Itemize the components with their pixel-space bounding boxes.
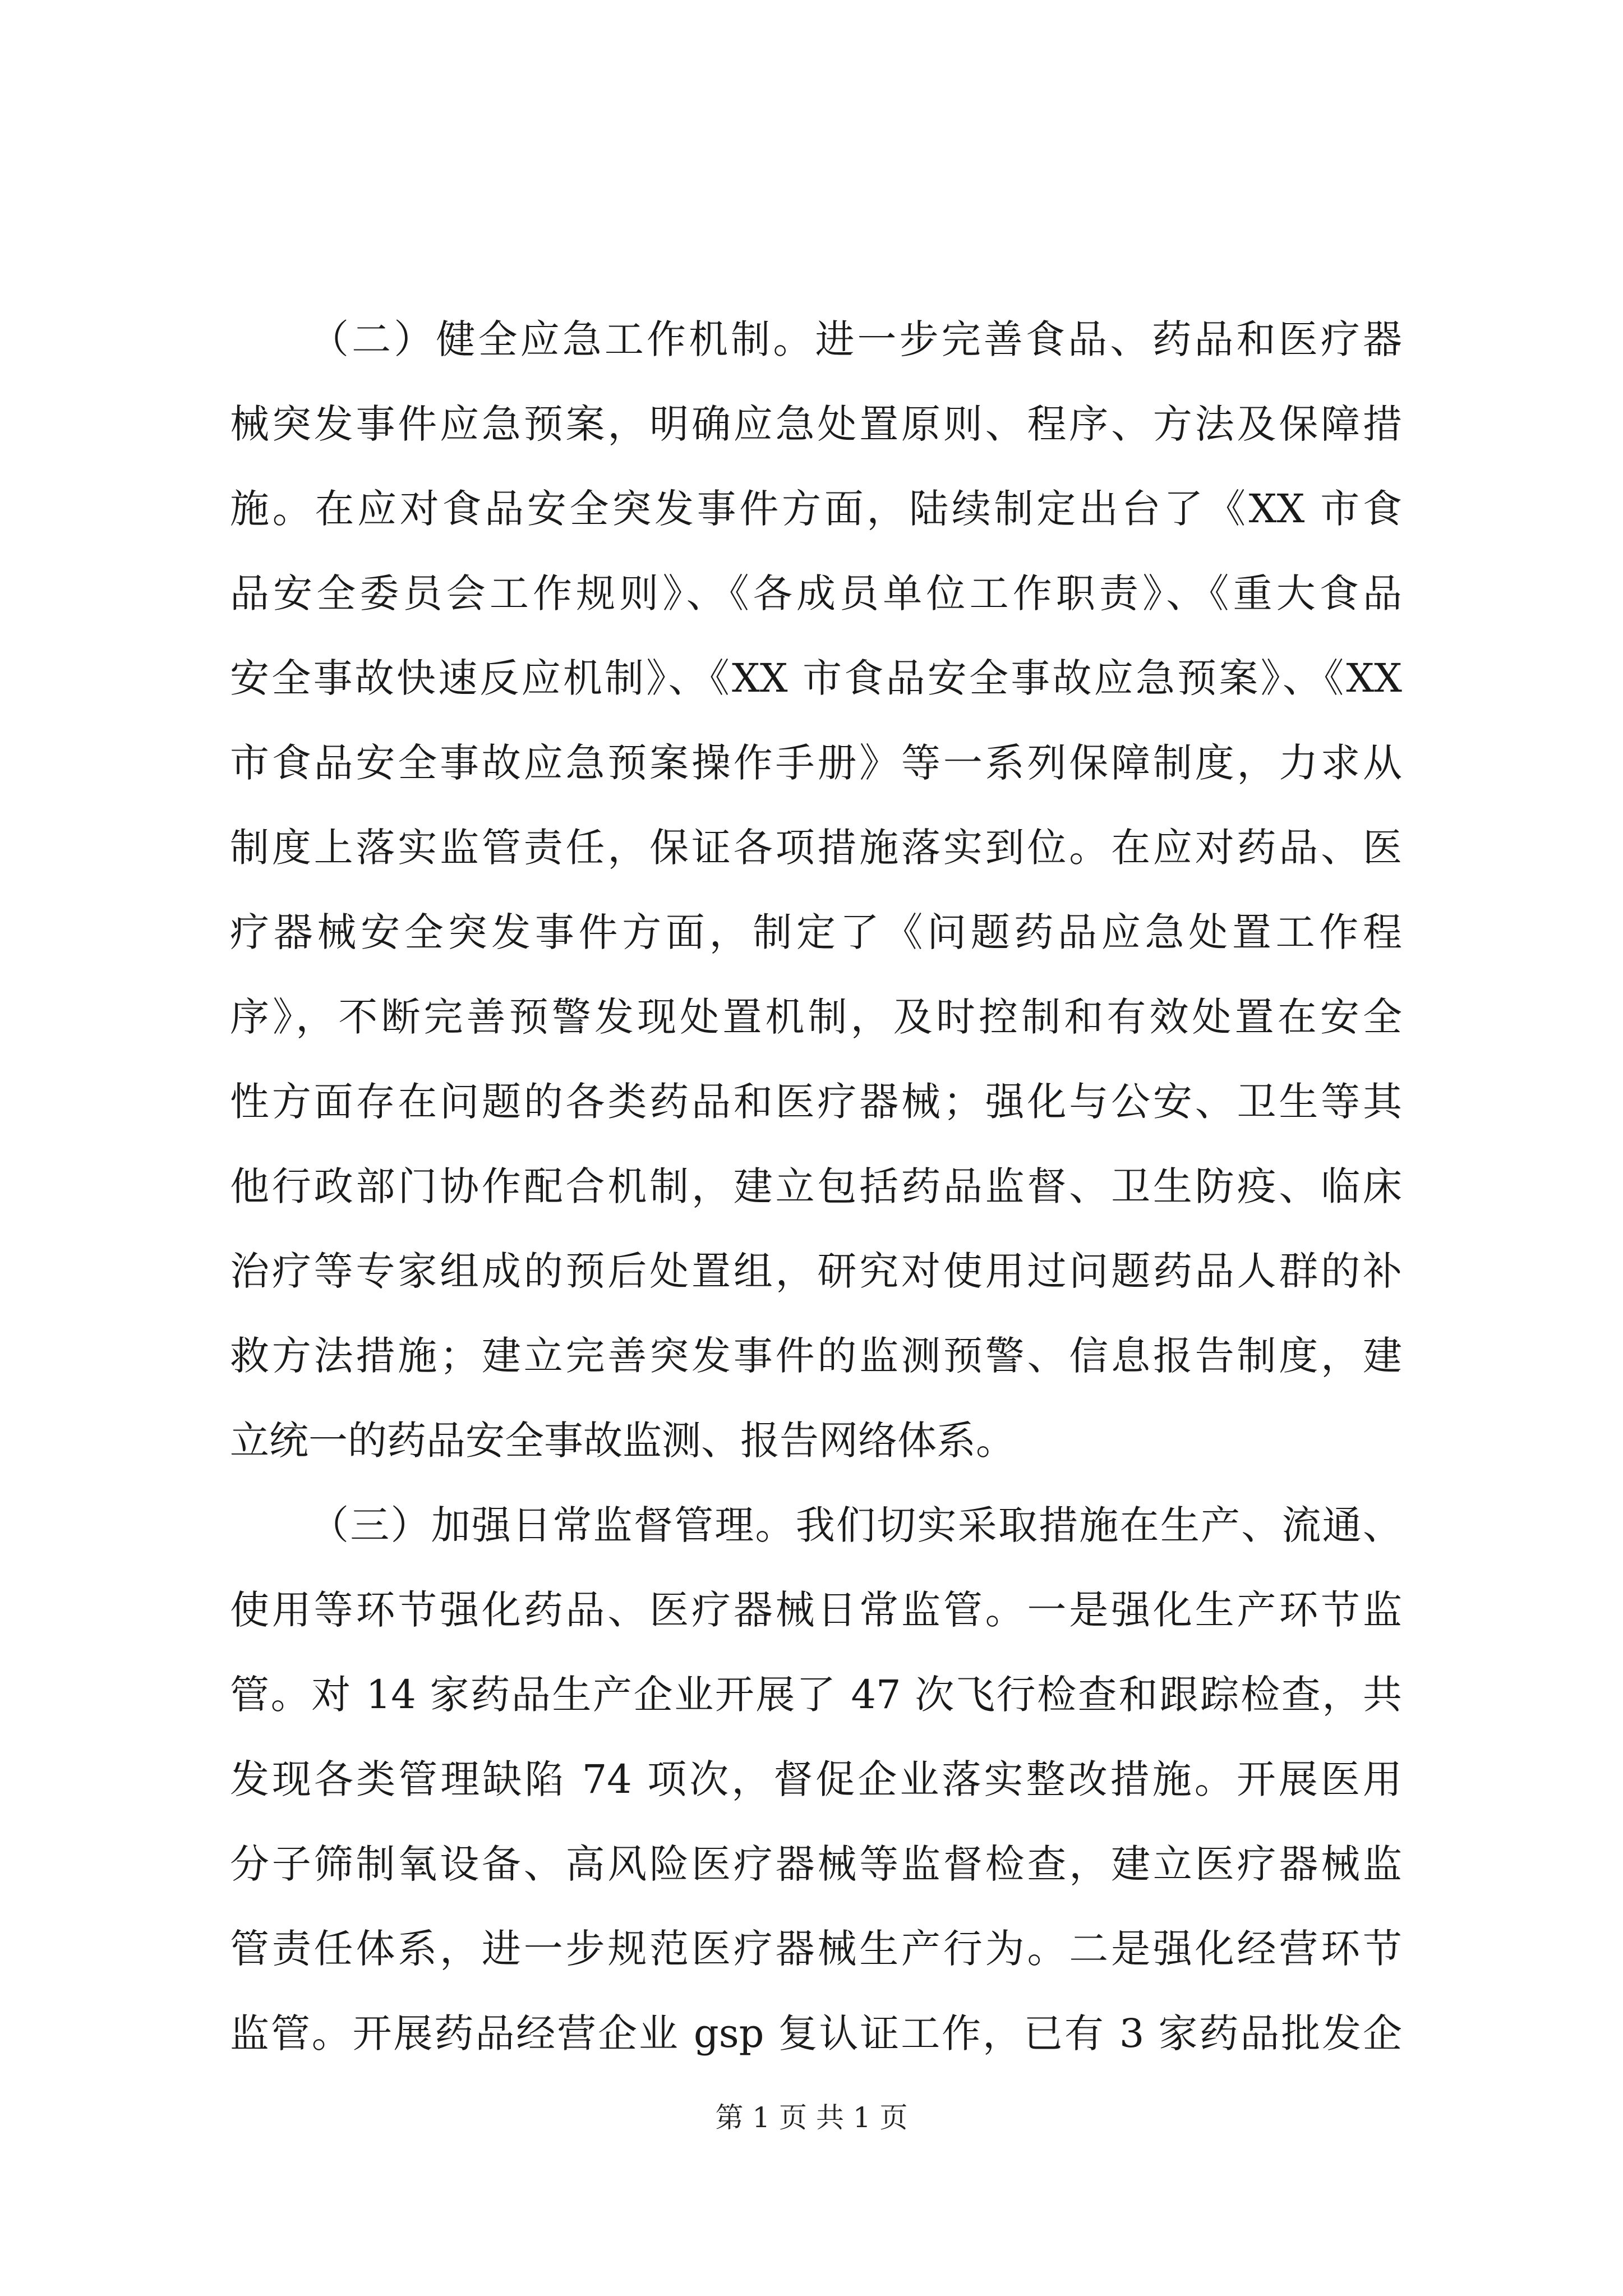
page-footer: 第 1 页 共 1 页 [715, 2101, 908, 2134]
paragraph-emergency-mechanism [230, 297, 1402, 1483]
text-line: 施。在应对食品安全突发事件方面，陆续制定出台了《XX 市食 [230, 486, 1402, 532]
text-line: （二）健全应急工作机制。进一步完善食品、药品和医疗器 [310, 316, 1402, 362]
text-line: 械突发事件应急预案，明确应急处置原则、程序、方法及保障措 [230, 401, 1402, 447]
text-line: 救方法措施；建立完善突发事件的监测预警、信息报告制度，建 [230, 1333, 1402, 1379]
text-line: 立统一的药品安全事故监测、报告网络体系。 [230, 1418, 1015, 1464]
text-line: 治疗等专家组成的预后处置组，研究对使用过问题药品人群的补 [230, 1248, 1402, 1294]
document-body [230, 297, 1402, 2076]
text-line: （三）加强日常监督管理。我们切实采取措施在生产、流通、 [310, 1502, 1402, 1548]
text-line: 使用等环节强化药品、医疗器械日常监管。一是强化生产环节监 [230, 1587, 1402, 1633]
text-line: 分子筛制氧设备、高风险医疗器械等监督检查，建立医疗器械监 [230, 1841, 1402, 1887]
text-line: 管责任体系，进一步规范医疗器械生产行为。二是强化经营环节 [230, 1926, 1402, 1972]
text-line: 安全事故快速反应机制》、《XX 市食品安全事故应急预案》、《XX [230, 655, 1402, 701]
text-line: 发现各类管理缺陷 74 项次，督促企业落实整改措施。开展医用 [230, 1756, 1402, 1802]
text-line: 他行政部门协作配合机制，建立包括药品监督、卫生防疫、临床 [230, 1163, 1402, 1209]
text-line: 疗器械安全突发事件方面，制定了《问题药品应急处置工作程 [230, 909, 1402, 955]
text-line: 管。对 14 家药品生产企业开展了 47 次飞行检查和跟踪检查，共 [230, 1672, 1402, 1718]
text-line: 性方面存在问题的各类药品和医疗器械；强化与公安、卫生等其 [230, 1079, 1402, 1125]
text-line: 监管。开展药品经营企业 gsp 复认证工作，已有 3 家药品批发企 [230, 2010, 1402, 2056]
text-line: 市食品安全事故应急预案操作手册》等一系列保障制度，力求从 [230, 740, 1402, 786]
text-line: 序》，不断完善预警发现处置机制，及时控制和有效处置在安全 [230, 994, 1402, 1040]
paragraph-daily-supervision [230, 1483, 1402, 2076]
text-line: 品安全委员会工作规则》、《各成员单位工作职责》、《重大食品 [230, 570, 1402, 616]
text-line: 制度上落实监管责任，保证各项措施落实到位。在应对药品、医 [230, 825, 1402, 871]
